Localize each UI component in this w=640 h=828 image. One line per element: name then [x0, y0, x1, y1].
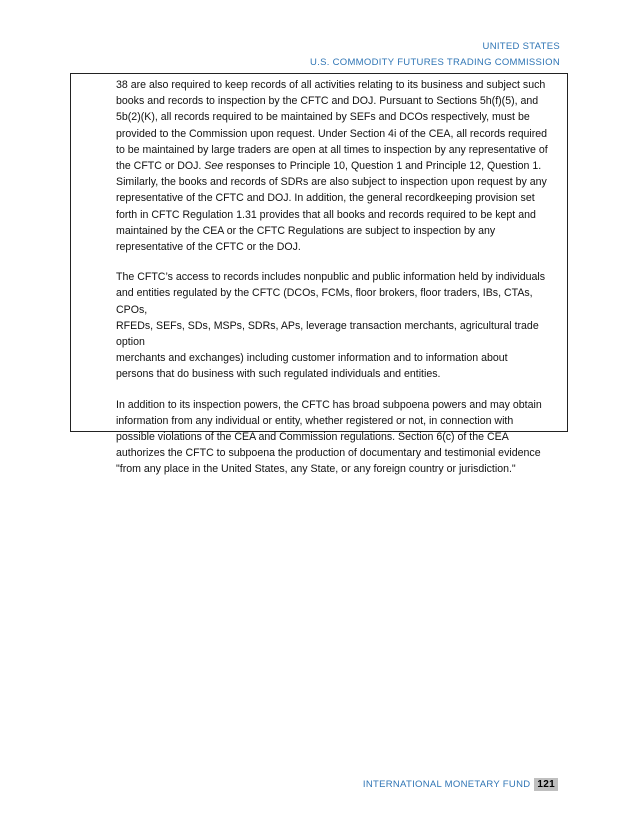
paragraph-access-to-records: The CFTC’s access to records includes nonpublic and public information held by individuals and entities regulated by the CFTC (DCOs, FCMs, floor brokers, floor traders, IBs, CTAs, CPOs, RFEDs, SEFs, SDs, MSPs, SDRs, APs, leverage transaction merchants, agricultural trade option merchants and exchanges) including customer information and to information about persons that do business with such regulated individuals and entities.: [116, 271, 546, 381]
page-number: 121: [534, 778, 558, 791]
header-country: UNITED STATES: [482, 41, 560, 52]
page-footer: [363, 778, 558, 791]
paragraph-1-part-b: responses to Principle 10, Question 1 and Principle 12, Question 1. Similarly, the books and records of SDRs are also subject to inspection upon request by any representative of the CFTC and DOJ. In addition, the general recordkeeping provision set forth in CFTC Regulation 1.31 provides that all books and records required to be kept and maintained by the CEA or the CFTC Regulations are subject to inspection by any representative of the CFTC or the DOJ.: [116, 160, 547, 254]
see-reference: See: [204, 160, 224, 173]
paragraph-1-part-a: 38 are also required to keep records of all activities relating to its business and subject such books and records to inspection by the CFTC and DOJ. Pursuant to Sections 5h(f)(5), and 5b(2)(K), all records required to be maintained by SEFs and DCOs respectively, must be provided to the Commission upon request. Under Section 4i of the CEA, all records required to be maintained by large traders are open at all times to inspection by any representative of the CFTC or DOJ.: [116, 79, 548, 173]
paragraph-subpoena-powers: In addition to its inspection powers, the CFTC has broad subpoena powers and may obtain information from any individual or entity, whether registered or not, in connection with possible violations of the CEA and Commission regulations. Section 6(c) of the CEA authorizes the CFTC to subpoena the production of documentary and testimonial evidence "from any place in the United States, any State, or any foreign country or jurisdiction.": [116, 398, 542, 476]
header-agency: U.S. COMMODITY FUTURES TRADING COMMISSION: [310, 57, 560, 68]
footer-label: INTERNATIONAL MONETARY FUND: [362, 779, 531, 790]
paragraph-records-inspection: [116, 77, 566, 255]
text-box: [70, 73, 568, 476]
text-box-content: [116, 77, 566, 478]
